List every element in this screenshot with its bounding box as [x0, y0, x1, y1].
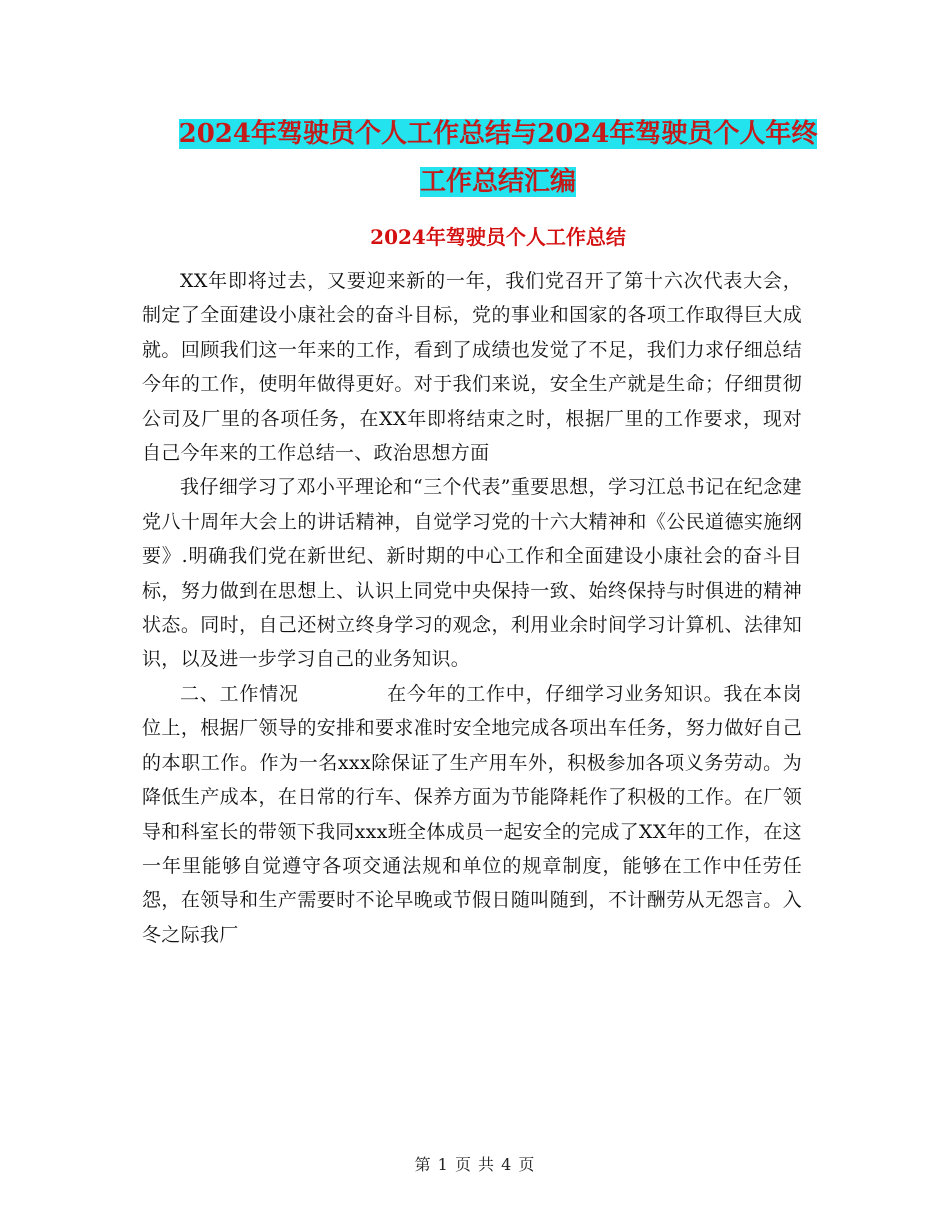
paragraph-3 — [142, 677, 802, 952]
document-title-line2: 工作总结汇编 — [419, 167, 576, 197]
document-body — [142, 264, 802, 952]
paragraph-3-heading: 二、工作情况 — [180, 682, 299, 705]
document-title-line1: 2024年驾驶员个人工作总结与2024年驾驶员个人年终 — [178, 119, 818, 149]
paragraph-1: XX年即将过去，又要迎来新的一年，我们党召开了第十六次代表大会，制定了全面建设小康社会的奋斗目标，党的事业和国家的各项工作取得巨大成就。回顾我们这一年来的工作，看到了成绩也发觉了不足，我们力求仔细总结今年的工作，使明年做得更好。对于我们来说，安全生产就是生命；仔细贯彻公司及厂里的各项任务，在XX年即将结束之时，根据厂里的工作要求，现对自己今年来的工作总结一、政治思想方面 — [142, 270, 802, 465]
paragraph-3-text: 在今年的工作中，仔细学习业务知识。我在本岗位上，根据厂领导的安排和要求准时安全地完成各项出车任务，努力做好自己的本职工作。作为一名xxx除保证了生产用车外，积极参加各项义务劳动。为降低生产成本，在日常的行车、保养方面为节能降耗作了积极的工作。在厂领导和科室长的带领下我同xxx班全体成员一起安全的完成了XX年的工作，在这一年里能够自觉遵守各项交通法规和单位的规章制度，能够在工作中任劳任怨，在领导和生产需要时不论早晚或节假日随叫随到，不计酬劳从无怨言。入冬之际我厂 — [142, 682, 802, 946]
page-footer: 第 1 页 共 4 页 — [414, 1155, 536, 1174]
paragraph-2: 我仔细学习了邓小平理论和“三个代表”重要思想，学习江总书记在纪念建党八十周年大会上的讲话精神，自觉学习党的十六大精神和《公民道德实施纲要》.明确我们党在新世纪、新时期的中心工作和全面建设小康社会的奋斗目标，努力做到在思想上、认识上同党中央保持一致、始终保持与时俱进的精神状态。同时，自己还树立终身学习的观念，利用业余时间学习计算机、法律知识，以及进一步学习自己的业务知识。 — [142, 476, 802, 671]
document-title — [140, 110, 856, 206]
section-title: 2024年驾驶员个人工作总结 — [370, 225, 626, 249]
